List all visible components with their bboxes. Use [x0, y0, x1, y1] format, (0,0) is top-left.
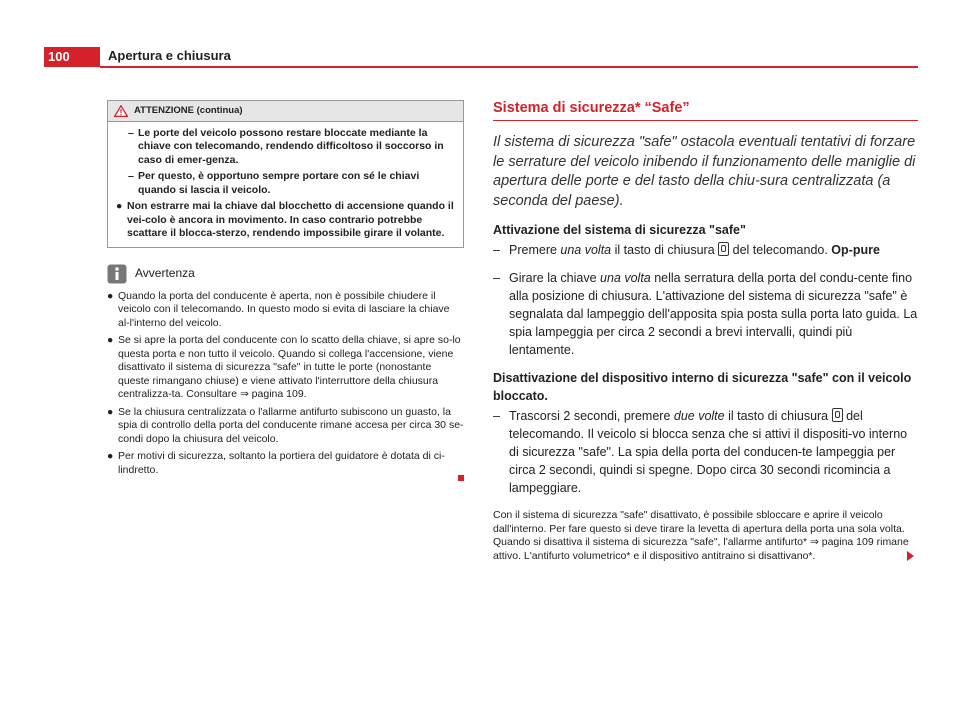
continue-arrow-icon — [907, 551, 914, 561]
header-rule — [100, 66, 918, 68]
note-item: ● Per motivi di sicurezza, soltanto la portiera del guidatore è dotata di ci-lindretto. — [107, 450, 445, 476]
intro-text: Il sistema di sicurezza "safe" ostacola eventuali tentativi di forzare le serrature del veicolo inibendo il funzionamento delle maniglie di apertura delle porte e del tasto della chiu-sura centralizzata (a seconda del paese). — [493, 134, 916, 209]
section-heading: Sistema di sicurezza* “Safe” — [493, 100, 918, 121]
activation-heading: Attivazione del sistema di sicurezza "safe" — [493, 223, 746, 237]
lock-key-icon — [718, 242, 729, 256]
page-header — [0, 0, 960, 70]
page-number: 100 — [44, 47, 100, 67]
note-item: ● Se la chiusura centralizzata o l'allarme antifurto subiscono un guasto, la spia di controllo della porta del conducente rimane accesa per circa 30 se-condi dopo la chiusura del veicolo. — [107, 405, 464, 445]
note-section — [107, 264, 464, 478]
note-item: ● Se si apre la porta del conducente con lo scatto della chiave, si apre so-lo questa porta e non tutto il veicolo. Quando si collega l'accensione, viene disattivato il sistema di sicurezza "safe" in tutte le porte (nonostante queste rimangano chiuse) e viene attivato l'interruttore della chiusura centralizza-ta. Consultare ⇒ pagina 109. — [107, 334, 461, 400]
warning-title: ATTENZIONE (continua) — [134, 105, 243, 116]
deactivation-step: – Trascorsi 2 secondi, premere due volte il tasto di chiusura del telecomando. Il veicolo si blocca senza che si attivi il dispositi-vo interno di sicurezza "safe". La spia della porta del conducen-te lampeggia per circa 2 secondi, quindi si spegne. Dopo circa 30 secondi ricomincia a lampeggiare. — [493, 409, 908, 495]
warning-dash-item: – Le porte del veicolo possono restare bloccate mediante la chiave con telecomando, rendendo difficoltoso il soccorso in caso di emer-genza. — [128, 126, 444, 166]
end-marker — [458, 475, 464, 481]
warning-body — [108, 122, 463, 247]
warning-triangle-icon — [114, 105, 128, 117]
note-item: ● Quando la porta del conducente è aperta, non è possibile chiudere il veicolo con il telecomando. In questo modo si evita di lasciare la chiave al-l'interno del veicolo. — [107, 289, 450, 329]
deactivation-heading: Disattivazione del dispositivo interno di sicurezza "safe" con il veicolo bloccato. — [493, 371, 912, 403]
lock-key-icon — [832, 408, 843, 422]
left-column — [107, 100, 464, 481]
activation-step: – Girare la chiave una volta nella serratura della porta del condu-cente fino alla posizione di chiusura. L'attivazione del sistema di sicurezza "safe" è segnalata dal lampeggio dell'apposita spia posta sulla porta lato guida. La spia lampeggia per circa 2 secondi a brevi intervalli, quindi più lentamente. — [493, 271, 918, 357]
note-header — [107, 264, 464, 284]
warning-dash-item: – Per questo, è opportuno sempre portare con sé le chiavi quando si lascia il veicolo. — [128, 170, 420, 196]
activation-step: – Premere una volta il tasto di chiusura del telecomando. Op-pure — [493, 243, 880, 257]
info-icon — [107, 264, 127, 284]
right-column — [493, 100, 918, 563]
closing-text: Con il sistema di sicurezza "safe" disattivato, è possibile sbloccare e aprire il veicolo dall'interno. Per fare questo si deve tirare la levetta di apertura della porta una sola volta. Quando si disattiva il sistema di sicurezza "safe", l'allarme antifurto* ⇒ pagina 109 rimane attivo. L'antifurto volumetrico* e il dispositivo antitraino si disattivano*. — [493, 509, 918, 563]
section-title: Apertura e chiusura — [108, 48, 231, 63]
warning-bullet: ● Non estrarre mai la chiave dal blocchetto di accensione quando il vei-colo è ancora in movimento. In caso contrario potrebbe scattare il blocca-sterzo, rendendo impossibile girare il volante. — [116, 200, 454, 239]
note-title: Avvertenza — [135, 265, 195, 280]
warning-header — [108, 101, 463, 122]
warning-box — [107, 100, 464, 248]
